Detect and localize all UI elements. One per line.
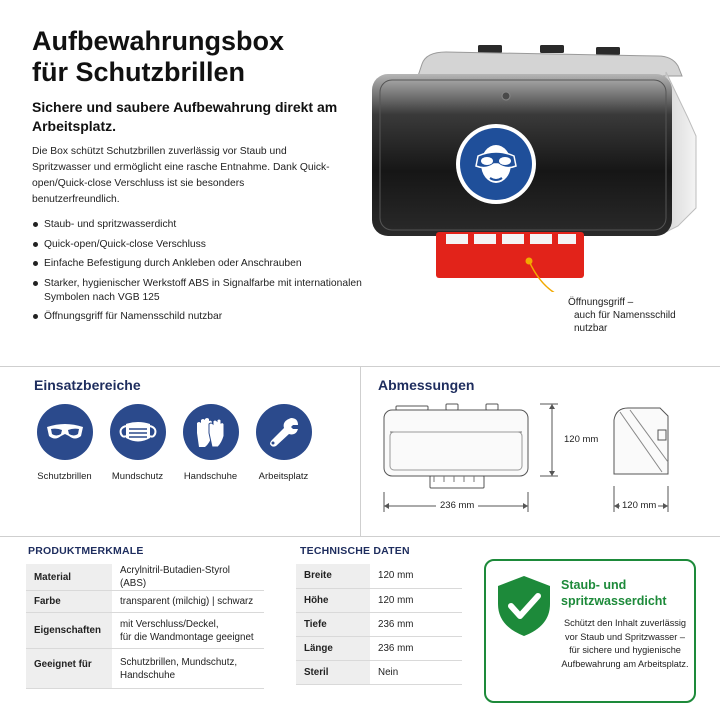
table-value: 120 mm bbox=[370, 588, 462, 612]
title-line-2: für Schutzbrillen bbox=[32, 57, 246, 87]
depth-label: 120 mm bbox=[622, 500, 657, 511]
callout-line-1: Öffnungsgriff – bbox=[568, 297, 634, 308]
dimension-lines bbox=[378, 396, 708, 520]
technische-daten-title: TECHNISCHE DATEN bbox=[300, 545, 410, 557]
use-case-label: Schutzbrillen bbox=[37, 471, 92, 482]
highlight-text-line: vor Staub und Spritzwasser – bbox=[564, 631, 685, 642]
table-value: transparent (milchig) | schwarz bbox=[112, 591, 264, 613]
use-case-label: Arbeitsplatz bbox=[258, 471, 309, 482]
table-row bbox=[296, 636, 462, 660]
table-value: 236 mm bbox=[370, 636, 462, 660]
red-opening-handle bbox=[436, 232, 584, 278]
gloves-icon bbox=[183, 404, 239, 460]
safety-glasses-icon bbox=[37, 404, 93, 460]
table-value: 236 mm bbox=[370, 612, 462, 636]
use-case-item bbox=[247, 404, 320, 482]
width-label: 236 mm bbox=[436, 500, 478, 511]
table-row bbox=[296, 612, 462, 636]
feature-item: Staub- und spritzwasserdicht bbox=[32, 218, 362, 232]
handle-callout bbox=[568, 296, 718, 335]
table-row bbox=[26, 564, 264, 591]
intro-text: Die Box schützt Schutzbrillen zuverlässig vor Staub und Spritzwasser und ermöglicht eine rasche Entnahme. Dank Quick-open/Quick-close Verschluss ist sie besonders benutzerfreundlich. bbox=[32, 146, 330, 205]
highlight-text bbox=[560, 617, 690, 671]
value-line: mit Verschluss/Deckel, bbox=[120, 618, 219, 630]
page-title bbox=[32, 26, 362, 88]
callout-line-2: auch für Namensschild bbox=[574, 310, 676, 321]
table-row bbox=[296, 588, 462, 612]
table-row bbox=[296, 564, 462, 588]
table-key: Länge bbox=[296, 636, 370, 660]
abmessungen-title: Abmessungen bbox=[378, 377, 475, 393]
wrench-icon bbox=[256, 404, 312, 460]
table-value bbox=[112, 613, 264, 649]
callout-line-3: nutzbar bbox=[574, 323, 608, 334]
feature-item: Öffnungsgriff für Namensschild nutzbar bbox=[32, 310, 362, 324]
use-case-label: Mundschutz bbox=[111, 471, 164, 482]
divider bbox=[0, 536, 720, 537]
highlight-title bbox=[561, 577, 691, 609]
table-key: Geeignet für bbox=[26, 649, 112, 689]
shield-check-icon bbox=[496, 574, 552, 638]
face-mask-icon bbox=[110, 404, 166, 460]
table-key: Tiefe bbox=[296, 612, 370, 636]
einsatz-title: Einsatzbereiche bbox=[34, 377, 141, 393]
table-value: Acrylnitril-Butadien-Styrol (ABS) bbox=[112, 564, 264, 591]
page-subtitle: Sichere und saubere Aufbewahrung direkt am Arbeitsplatz. bbox=[32, 99, 338, 134]
produktmerkmale-table bbox=[26, 564, 264, 689]
produktmerkmale-title: PRODUKTMERKMALE bbox=[28, 545, 144, 557]
eye-protection-sign bbox=[456, 124, 536, 204]
height-label: 120 mm bbox=[564, 434, 599, 445]
highlight-text-line: für sichere und hygienische bbox=[569, 645, 681, 655]
highlight-title-line: spritzwasserdicht bbox=[561, 594, 667, 608]
use-case-item bbox=[101, 404, 174, 482]
table-row bbox=[26, 649, 264, 689]
table-key: Eigenschaften bbox=[26, 613, 112, 649]
use-cases bbox=[28, 404, 320, 482]
highlight-title-line: Staub- und bbox=[561, 578, 627, 592]
table-row bbox=[26, 591, 264, 613]
highlight-text-line: Schützt den Inhalt zuverlässig bbox=[563, 618, 687, 628]
technische-daten-table bbox=[296, 564, 462, 685]
use-case-item bbox=[28, 404, 101, 482]
table-value: 120 mm bbox=[370, 564, 462, 588]
highlight-text-line: Aufbewahrung am Arbeitsplatz. bbox=[561, 658, 689, 669]
table-row bbox=[296, 660, 462, 684]
table-key: Breite bbox=[296, 564, 370, 588]
use-case-item bbox=[174, 404, 247, 482]
table-key: Farbe bbox=[26, 591, 112, 613]
title-line-1: Aufbewahrungsbox bbox=[32, 26, 285, 56]
table-key: Material bbox=[26, 564, 112, 591]
divider bbox=[360, 366, 361, 536]
feature-item: Einfache Befestigung durch Ankleben oder Anschrauben bbox=[32, 257, 362, 271]
product-image bbox=[366, 36, 702, 292]
use-case-label: Handschuhe bbox=[183, 471, 238, 482]
table-row bbox=[26, 613, 264, 649]
table-value bbox=[112, 649, 264, 689]
feature-item: Starker, hygienischer Werkstoff ABS in Signalfarbe mit internationalen Symbolen nach VGB 125 bbox=[32, 277, 362, 305]
value-line: für die Wandmontage geeignet bbox=[120, 631, 254, 643]
table-key: Höhe bbox=[296, 588, 370, 612]
table-key: Steril bbox=[296, 660, 370, 684]
value-line: Handschuhe bbox=[120, 669, 176, 681]
feature-list bbox=[32, 218, 362, 330]
highlight-box bbox=[484, 559, 696, 703]
feature-item: Quick-open/Quick-close Verschluss bbox=[32, 238, 362, 252]
value-line: Schutzbrillen, Mundschutz, bbox=[120, 656, 238, 668]
table-value: Nein bbox=[370, 660, 462, 684]
dimension-drawing bbox=[378, 396, 708, 520]
